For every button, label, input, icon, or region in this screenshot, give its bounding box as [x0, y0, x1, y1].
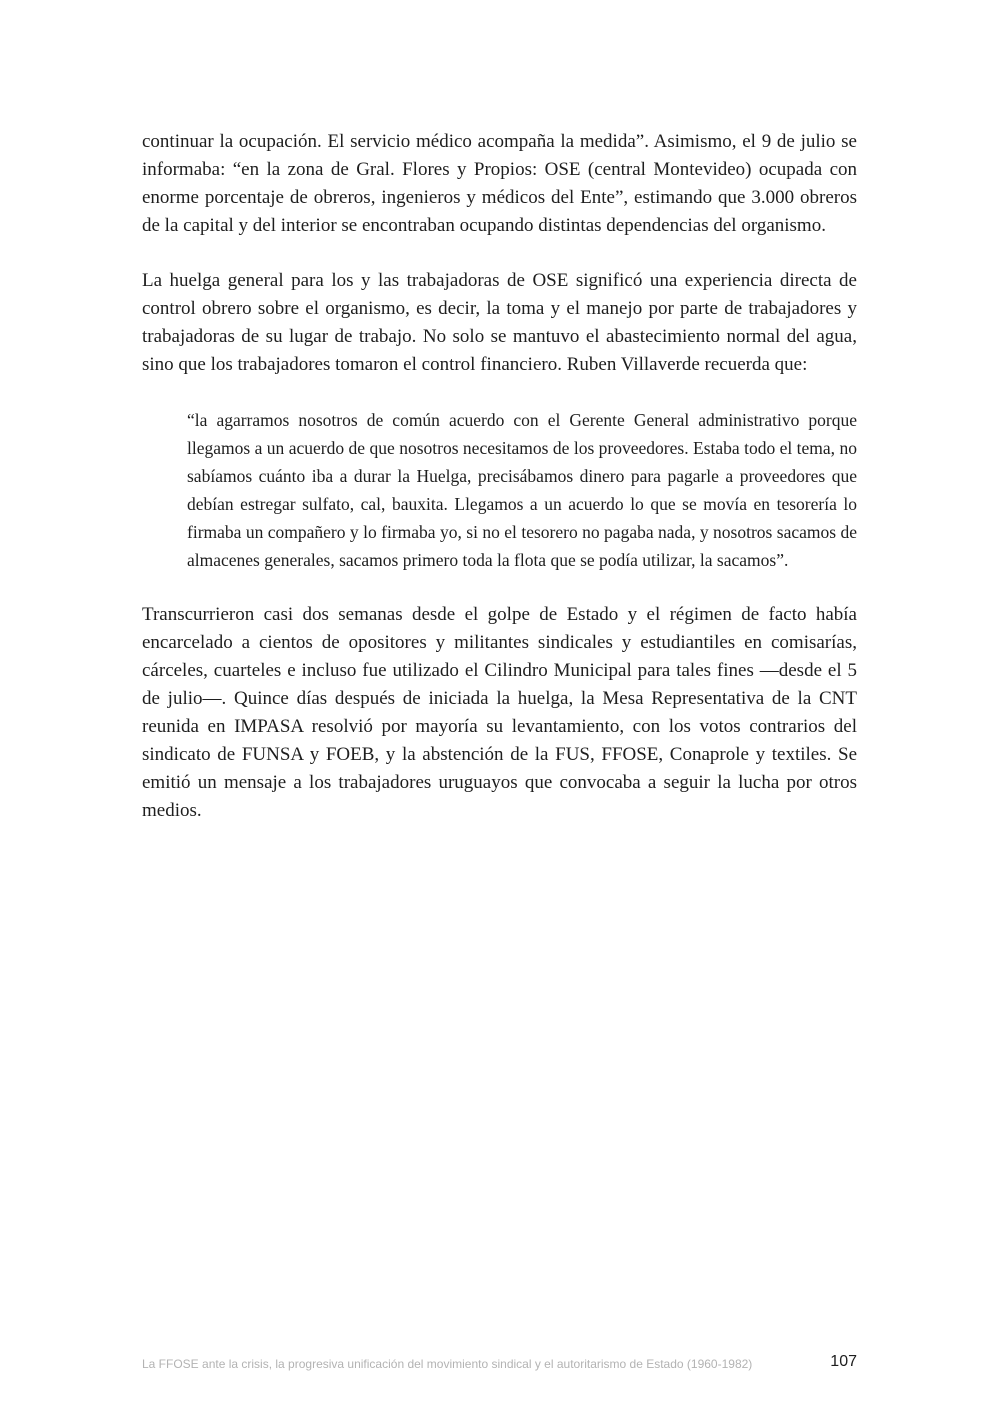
- page-footer: [142, 1353, 857, 1377]
- block-quote: “la agarramos nosotros de común acuerdo con el Gerente General administrativo porque llegamos a un acuerdo de que nosotros necesitamos de los proveedores. Estaba todo el tema, no sabíamos cuánto iba a durar la Huelga, precisábamos dinero para pagarle a proveedores que debían estregar sulfato, cal, bauxita. Llegamos a un acuerdo lo que se movía en tesorería lo firmaba un compañero y lo firmaba yo, si no el tesorero no pagaba nada, y nosotros sacamos de almacenes generales, sacamos primero toda la flota que se podía utilizar, la sacamos”.: [187, 410, 857, 570]
- paragraph-3: Transcurrieron casi dos semanas desde el golpe de Estado y el régimen de facto había encarcelado a cientos de opositores y militantes sindicales y estudiantiles en comisarías, cárceles, cuarteles e incluso fue utilizado el Cilindro Municipal para tales fines —desde el 5 de julio—. Quince días después de iniciada la huelga, la Mesa Representativa de la CNT reunida en IMPASA resolvió por mayoría su levantamiento, con los votos contrarios del sindicato de FUNSA y FOEB, y la abstención de la FUS, FFOSE, Conaprole y textiles. Se emitió un mensaje a los trabajadores uruguayos que convocaba a seguir la lucha por otros medios.: [142, 604, 857, 821]
- footer-caption: La FFOSE ante la crisis, la progresiva unificación del movimiento sindical y el autoritarismo de Estado (1960-1982): [142, 1357, 753, 1371]
- paragraph-1: continuar la ocupación. El servicio médico acompaña la medida”. Asimismo, el 9 de julio se informaba: “en la zona de Gral. Flores y Propios: OSE (central Montevideo) ocupada con enorme porcentaje de obreros, ingenieros y médicos del Ente”, estimando que 3.000 obreros de la capital y del interior se encontraban ocupando distintas dependencias del organismo.: [142, 131, 857, 236]
- body-text: [142, 128, 857, 852]
- page-number: 107: [830, 1353, 857, 1370]
- paragraph-2: La huelga general para los y las trabajadoras de OSE significó una experiencia directa de control obrero sobre el organismo, es decir, la toma y el manejo por parte de trabajadores y trabajadoras de su lugar de trabajo. No solo se mantuvo el abastecimiento normal del agua, sino que los trabajadores tomaron el control financiero. Ruben Villaverde recuerda que:: [142, 270, 857, 375]
